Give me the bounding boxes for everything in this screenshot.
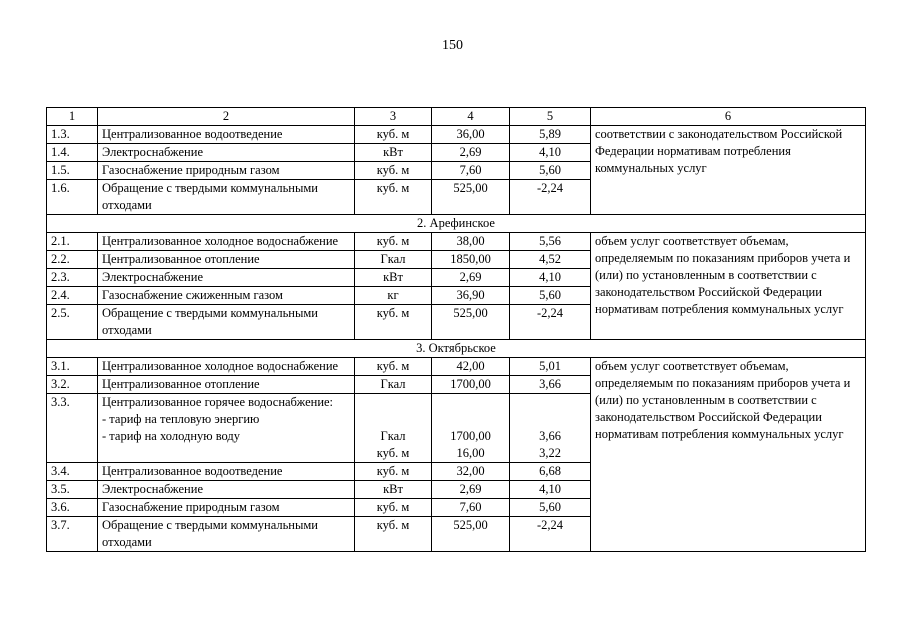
- service-name: [98, 394, 355, 463]
- service-name: Централизованное водоотведение: [98, 463, 355, 481]
- change-value: 5,60: [510, 499, 591, 517]
- tariff-value: 42,00: [432, 358, 510, 376]
- column-header: 6: [591, 108, 866, 126]
- unit: куб. м: [355, 233, 432, 251]
- table-header-row: [47, 108, 866, 126]
- change-value: 4,10: [510, 144, 591, 162]
- column-header: 1: [47, 108, 98, 126]
- row-number: 3.2.: [47, 376, 98, 394]
- change-value: 5,60: [510, 287, 591, 305]
- change-value: 4,10: [510, 269, 591, 287]
- row-number: 3.5.: [47, 481, 98, 499]
- change-value: 5,56: [510, 233, 591, 251]
- unit: Гкал: [355, 376, 432, 394]
- section-title: 2. Арефинское: [47, 215, 866, 233]
- unit: куб. м: [355, 463, 432, 481]
- row-number: 2.1.: [47, 233, 98, 251]
- tariff-value: 1700,00: [432, 376, 510, 394]
- tariff-value: 525,00: [432, 517, 510, 552]
- row-number: 2.4.: [47, 287, 98, 305]
- sub-change: 3,66: [539, 429, 561, 443]
- change-value: [510, 394, 591, 463]
- table-row: [47, 233, 866, 251]
- unit: куб. м: [355, 162, 432, 180]
- change-value: -2,24: [510, 305, 591, 340]
- sub-change: 3,22: [539, 446, 561, 460]
- service-name: Централизованное отопление: [98, 251, 355, 269]
- row-number: 1.3.: [47, 126, 98, 144]
- sub-unit: куб. м: [376, 446, 410, 460]
- sub-unit: Гкал: [380, 429, 406, 443]
- change-value: 4,10: [510, 481, 591, 499]
- unit: Гкал: [355, 251, 432, 269]
- change-value: -2,24: [510, 517, 591, 552]
- service-name: Централизованное холодное водоснабжение: [98, 233, 355, 251]
- change-value: 6,68: [510, 463, 591, 481]
- row-number: 1.4.: [47, 144, 98, 162]
- row-number: 3.6.: [47, 499, 98, 517]
- service-name: Централизованное холодное водоснабжение: [98, 358, 355, 376]
- service-name: Обращение с твердыми коммунальными отходами: [98, 517, 355, 552]
- row-number: 3.4.: [47, 463, 98, 481]
- service-name: Электроснабжение: [98, 144, 355, 162]
- group-note: объем услуг соответствует объемам, определяемым по показаниям приборов учета и (или) по установленным в соответствии с законодательством Российской Федерации нормативам потребления коммунальных услуг: [591, 358, 866, 552]
- service-name: Газоснабжение природным газом: [98, 162, 355, 180]
- row-number: 1.6.: [47, 180, 98, 215]
- service-name: Электроснабжение: [98, 481, 355, 499]
- section-title: 3. Октябрьское: [47, 340, 866, 358]
- row-number: 3.7.: [47, 517, 98, 552]
- change-value: 5,60: [510, 162, 591, 180]
- service-name-main: Централизованное горячее водоснабжение:: [102, 395, 334, 409]
- section-row: [47, 340, 866, 358]
- unit: [355, 394, 432, 463]
- tariff-value: 2,69: [432, 269, 510, 287]
- sub-service-name: - тариф на холодную воду: [102, 429, 241, 443]
- change-value: 5,89: [510, 126, 591, 144]
- tariff-value: 525,00: [432, 305, 510, 340]
- page-number: 150: [442, 38, 463, 53]
- tariff-value: 36,90: [432, 287, 510, 305]
- tariff-value: 7,60: [432, 499, 510, 517]
- sub-service-name: - тариф на тепловую энергию: [102, 412, 260, 426]
- unit: кВт: [355, 481, 432, 499]
- row-number: 1.5.: [47, 162, 98, 180]
- tariff-value: 38,00: [432, 233, 510, 251]
- change-value: 5,01: [510, 358, 591, 376]
- column-header: 4: [432, 108, 510, 126]
- column-header: 2: [98, 108, 355, 126]
- row-number: 2.5.: [47, 305, 98, 340]
- row-number: 3.1.: [47, 358, 98, 376]
- row-number: 2.3.: [47, 269, 98, 287]
- tariff-value: 525,00: [432, 180, 510, 215]
- tariff-value: 7,60: [432, 162, 510, 180]
- section-row: [47, 215, 866, 233]
- unit: куб. м: [355, 305, 432, 340]
- column-header: 5: [510, 108, 591, 126]
- tariff-value: 36,00: [432, 126, 510, 144]
- row-number: 2.2.: [47, 251, 98, 269]
- tariff-table: [46, 107, 866, 552]
- tariff-value: [432, 394, 510, 463]
- table-row: [47, 126, 866, 144]
- group-note: объем услуг соответствует объемам, определяемым по показаниям приборов учета и (или) по установленным в соответствии с законодательством Российской Федерации нормативам потребления коммунальных услуг: [591, 233, 866, 340]
- tariff-value: 32,00: [432, 463, 510, 481]
- tariff-value: 1850,00: [432, 251, 510, 269]
- unit: кВт: [355, 144, 432, 162]
- tariff-value: 2,69: [432, 481, 510, 499]
- service-name: Газоснабжение сжиженным газом: [98, 287, 355, 305]
- unit: кВт: [355, 269, 432, 287]
- row-number: 3.3.: [47, 394, 98, 463]
- service-name: Централизованное водоотведение: [98, 126, 355, 144]
- change-value: 3,66: [510, 376, 591, 394]
- tariff-value: 2,69: [432, 144, 510, 162]
- group-note: соответствии с законодательством Российской Федерации нормативам потребления коммунальных услуг: [591, 126, 866, 215]
- service-name: Электроснабжение: [98, 269, 355, 287]
- service-name: Обращение с твердыми коммунальными отходами: [98, 305, 355, 340]
- change-value: -2,24: [510, 180, 591, 215]
- unit: куб. м: [355, 517, 432, 552]
- unit: куб. м: [355, 358, 432, 376]
- unit: кг: [355, 287, 432, 305]
- change-value: 4,52: [510, 251, 591, 269]
- service-name: Обращение с твердыми коммунальными отходами: [98, 180, 355, 215]
- sub-tariff: 1700,00: [450, 429, 491, 443]
- unit: куб. м: [355, 126, 432, 144]
- unit: куб. м: [355, 180, 432, 215]
- service-name: Централизованное отопление: [98, 376, 355, 394]
- unit: куб. м: [355, 499, 432, 517]
- table-row: [47, 358, 866, 376]
- service-name: Газоснабжение природным газом: [98, 499, 355, 517]
- sub-tariff: 16,00: [456, 446, 485, 460]
- column-header: 3: [355, 108, 432, 126]
